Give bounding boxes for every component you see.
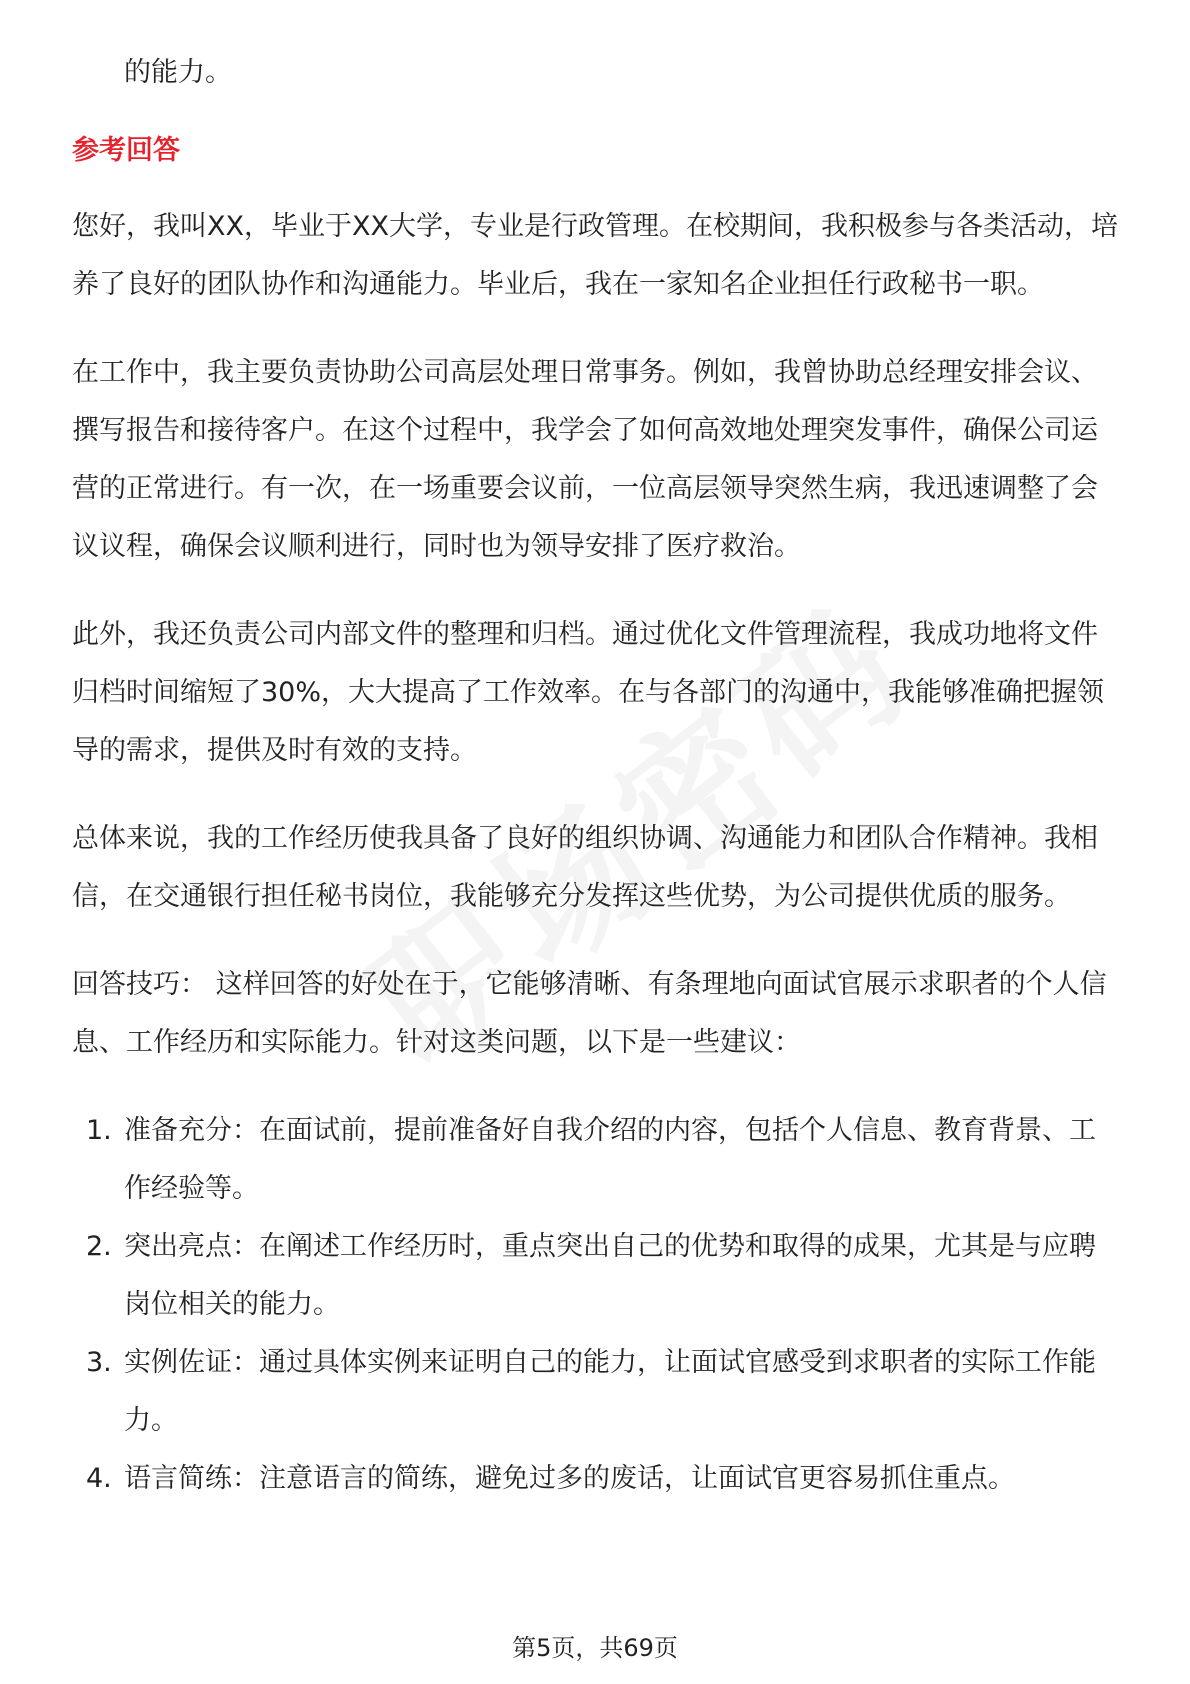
list-item-number: 2.: [86, 1231, 112, 1262]
continuation-line: 的能力。: [124, 57, 232, 88]
list-item-text: 准备充分：在面试前，提前准备好自我介绍的内容，包括个人信息、教育背景、工作经验等。: [124, 1115, 1096, 1204]
paragraph-files: 此外，我还负责公司内部文件的整理和归档。通过优化文件管理流程，我成功地将文件归档时间缩短了30%，大大提高了工作效率。在与各部门的沟通中，我能够准确把握领导的需求，提供及时有效的支持。: [72, 619, 1105, 766]
paragraph-intro: 您好，我叫XX，毕业于XX大学，专业是行政管理。在校期间，我积极参与各类活动，培养了良好的团队协作和沟通能力。毕业后，我在一家知名企业担任行政秘书一职。: [72, 211, 1118, 300]
list-item-number: 4.: [86, 1463, 112, 1494]
paragraph-summary: 总体来说，我的工作经历使我具备了良好的组织协调、沟通能力和团队合作精神。我相信，在交通银行担任秘书岗位，我能够充分发挥这些优势，为公司提供优质的服务。: [72, 823, 1098, 912]
section-title: 参考回答: [72, 135, 180, 166]
paragraph-work: 在工作中，我主要负责协助公司高层处理日常事务。例如，我曾协助总经理安排会议、撰写报告和接待客户。在这个过程中，我学会了如何高效地处理突发事件，确保公司运营的正常进行。有一次，在一场重要会议前，一位高层领导突然生病，我迅速调整了会议议程，确保会议顺利进行，同时也为领导安排了医疗救治。: [72, 357, 1098, 562]
page-footer: 第5页，共69页: [512, 1634, 678, 1662]
list-item-number: 3.: [86, 1347, 112, 1378]
document-content: [72, 44, 1122, 1508]
list-item: [72, 1334, 1122, 1450]
list-item-text: 突出亮点：在阐述工作经历时，重点突出自己的优势和取得的成果，尤其是与应聘岗位相关的能力。: [124, 1231, 1096, 1320]
list-item: [72, 1450, 1122, 1508]
list-item-text: 实例佐证：通过具体实例来证明自己的能力，让面试官感受到求职者的实际工作能力。: [124, 1347, 1096, 1436]
list-item-text: 语言简练：注意语言的简练，避免过多的废话，让面试官更容易抓住重点。: [124, 1463, 1015, 1494]
paragraph-tips-intro: 回答技巧： 这样回答的好处在于，它能够清晰、有条理地向面试官展示求职者的个人信息、工作经历和实际能力。针对这类问题，以下是一些建议：: [72, 969, 1107, 1058]
list-item: [72, 1218, 1122, 1334]
list-item: [72, 1102, 1122, 1218]
tips-list: [72, 1102, 1122, 1508]
list-item-number: 1.: [86, 1115, 112, 1146]
